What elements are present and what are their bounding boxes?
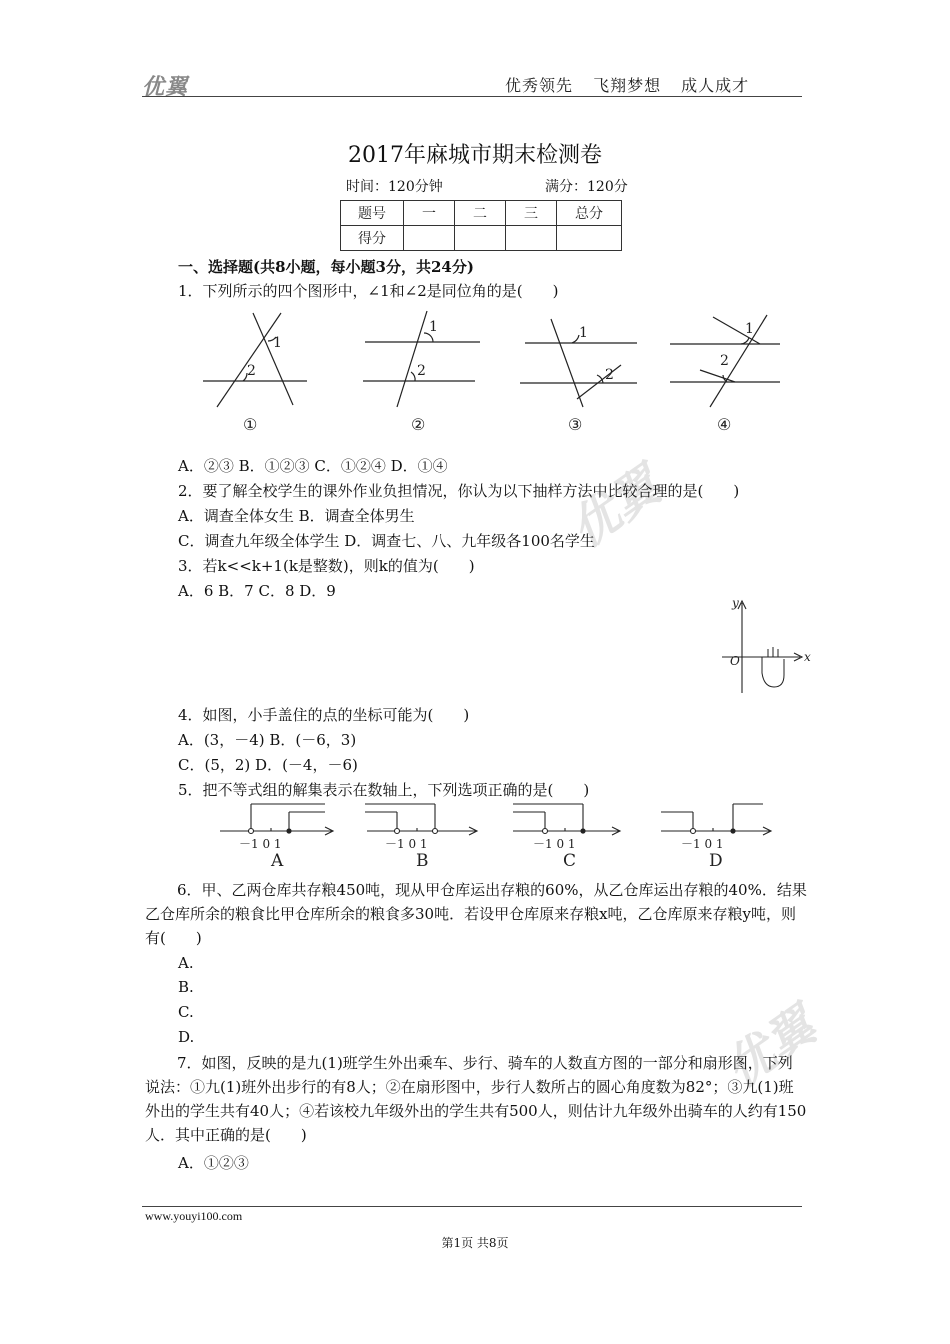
table-cell[interactable]: [455, 226, 506, 251]
origin-label: O: [730, 654, 740, 668]
header-slogan: 优秀领先 飞翔梦想 成人成才: [505, 76, 750, 95]
q3-options: A．6 B．7 C．8 D．9: [178, 582, 336, 600]
q6-option-d: D.: [178, 1028, 195, 1046]
q1-stem: 1．下列所示的四个图形中，∠1和∠2是同位角的是( ): [178, 282, 559, 300]
q7-stem: 7．如图，反映的是九(1)班学生外出乘车、步行、骑车的人数直方图的一部分和扇形图，下列说法：①九(1)班外出步行的有8人；②在扇形图中，步行人数所占的圆心角度数为82°；③九(1)班外出的学生共有40人；④若该校九年级外出的学生共有500人，则估计九年级外出骑车的人约有150人．其中正确的是( ): [145, 1054, 807, 1144]
page-number: 第1页 共8页: [441, 1236, 509, 1250]
footer-url[interactable]: www.youyi100.com: [145, 1209, 243, 1223]
score-table: [340, 200, 622, 251]
number-line-ticks: －1 0 1: [681, 837, 724, 851]
time-info: 时间：120分钟: [346, 179, 443, 195]
q3-stem: 3．若k<<k+1(k是整数)，则k的值为( ): [178, 557, 475, 575]
table-cell: 总分: [557, 201, 622, 226]
q4-options-ab: A．(3，－4) B．(－6，3): [178, 731, 357, 749]
score-info: 满分：120分: [545, 179, 628, 195]
angle-1-label: 1: [273, 335, 282, 351]
axis-y-label: y: [732, 596, 739, 610]
q2-stem: 2．要了解全校学生的课外作业负担情况，你认为以下抽样方法中比较合理的是( ): [178, 482, 740, 500]
footer-rule: [142, 1206, 802, 1207]
q5-stem: 5．把不等式组的解集表示在数轴上，下列选项正确的是( ): [178, 781, 590, 799]
q2-options-cd: C．调查九年级全体学生 D．调查七、八、九年级各100名学生: [178, 532, 595, 550]
number-line-ticks: －1 0 1: [239, 837, 282, 851]
q2-options-ab: A．调查全体女生 B．调查全体男生: [178, 507, 415, 525]
q5-number-lines: [215, 798, 785, 870]
table-row: [341, 201, 622, 226]
q1-figures: [175, 305, 815, 440]
q1-options: A．②③ B．①②③ C．①②④ D．①④: [178, 457, 448, 475]
figure-label: ①: [243, 415, 258, 434]
q4-coordinate-figure: [720, 595, 820, 695]
option-label: A: [271, 851, 284, 870]
angle-1-label: 1: [579, 325, 588, 341]
angle-2-label: 2: [720, 353, 729, 369]
table-cell: 得分: [341, 226, 404, 251]
table-cell: 一: [404, 201, 455, 226]
watermark-logo: 优翼: [560, 457, 671, 559]
figure-label: ④: [717, 415, 732, 434]
q6-stem: 6．甲、乙两仓库共存粮450吨，现从甲仓库运出存粮的60%，从乙仓库运出存粮的40%．结果乙仓库所余的粮食比甲仓库所余的粮食多30吨．若设甲仓库原来存粮x吨，乙仓库原来存粮y吨，则有( ): [145, 881, 807, 947]
table-cell: 二: [455, 201, 506, 226]
angle-2-label: 2: [605, 367, 614, 383]
q6-option-b: B.: [178, 978, 194, 996]
angle-1-label: 1: [429, 319, 438, 335]
logo: 优翼: [142, 75, 189, 100]
figure-label: ③: [568, 415, 583, 434]
q4-stem: 4．如图，小手盖住的点的坐标可能为( ): [178, 706, 470, 724]
figure-label: ②: [411, 415, 426, 434]
axis-x-label: x: [804, 650, 811, 664]
q6-option-c: C.: [178, 1003, 194, 1021]
q4-options-cd: C．(5，2) D．(－4，－6): [178, 756, 358, 774]
angle-2-label: 2: [247, 363, 256, 379]
q6-option-a: A.: [178, 954, 194, 972]
table-cell: 题号: [341, 201, 404, 226]
table-cell: 三: [506, 201, 557, 226]
table-cell[interactable]: [404, 226, 455, 251]
angle-2-label: 2: [417, 363, 426, 379]
section-heading: 一、选择题(共8小题，每小题3分，共24分): [178, 258, 474, 276]
number-line-ticks: －1 0 1: [533, 837, 576, 851]
option-label: B: [416, 851, 429, 870]
table-cell[interactable]: [506, 226, 557, 251]
q7-option-a: A．①②③: [178, 1154, 249, 1172]
angle-1-label: 1: [745, 321, 754, 337]
table-row: [341, 226, 622, 251]
watermark-logo: 优翼: [715, 997, 826, 1099]
header-rule: [142, 96, 802, 97]
number-line-ticks: －1 0 1: [385, 837, 428, 851]
option-label: D: [709, 851, 723, 870]
page-title: 2017年麻城市期末检测卷: [348, 143, 602, 168]
option-label: C: [563, 851, 577, 870]
table-cell[interactable]: [557, 226, 622, 251]
